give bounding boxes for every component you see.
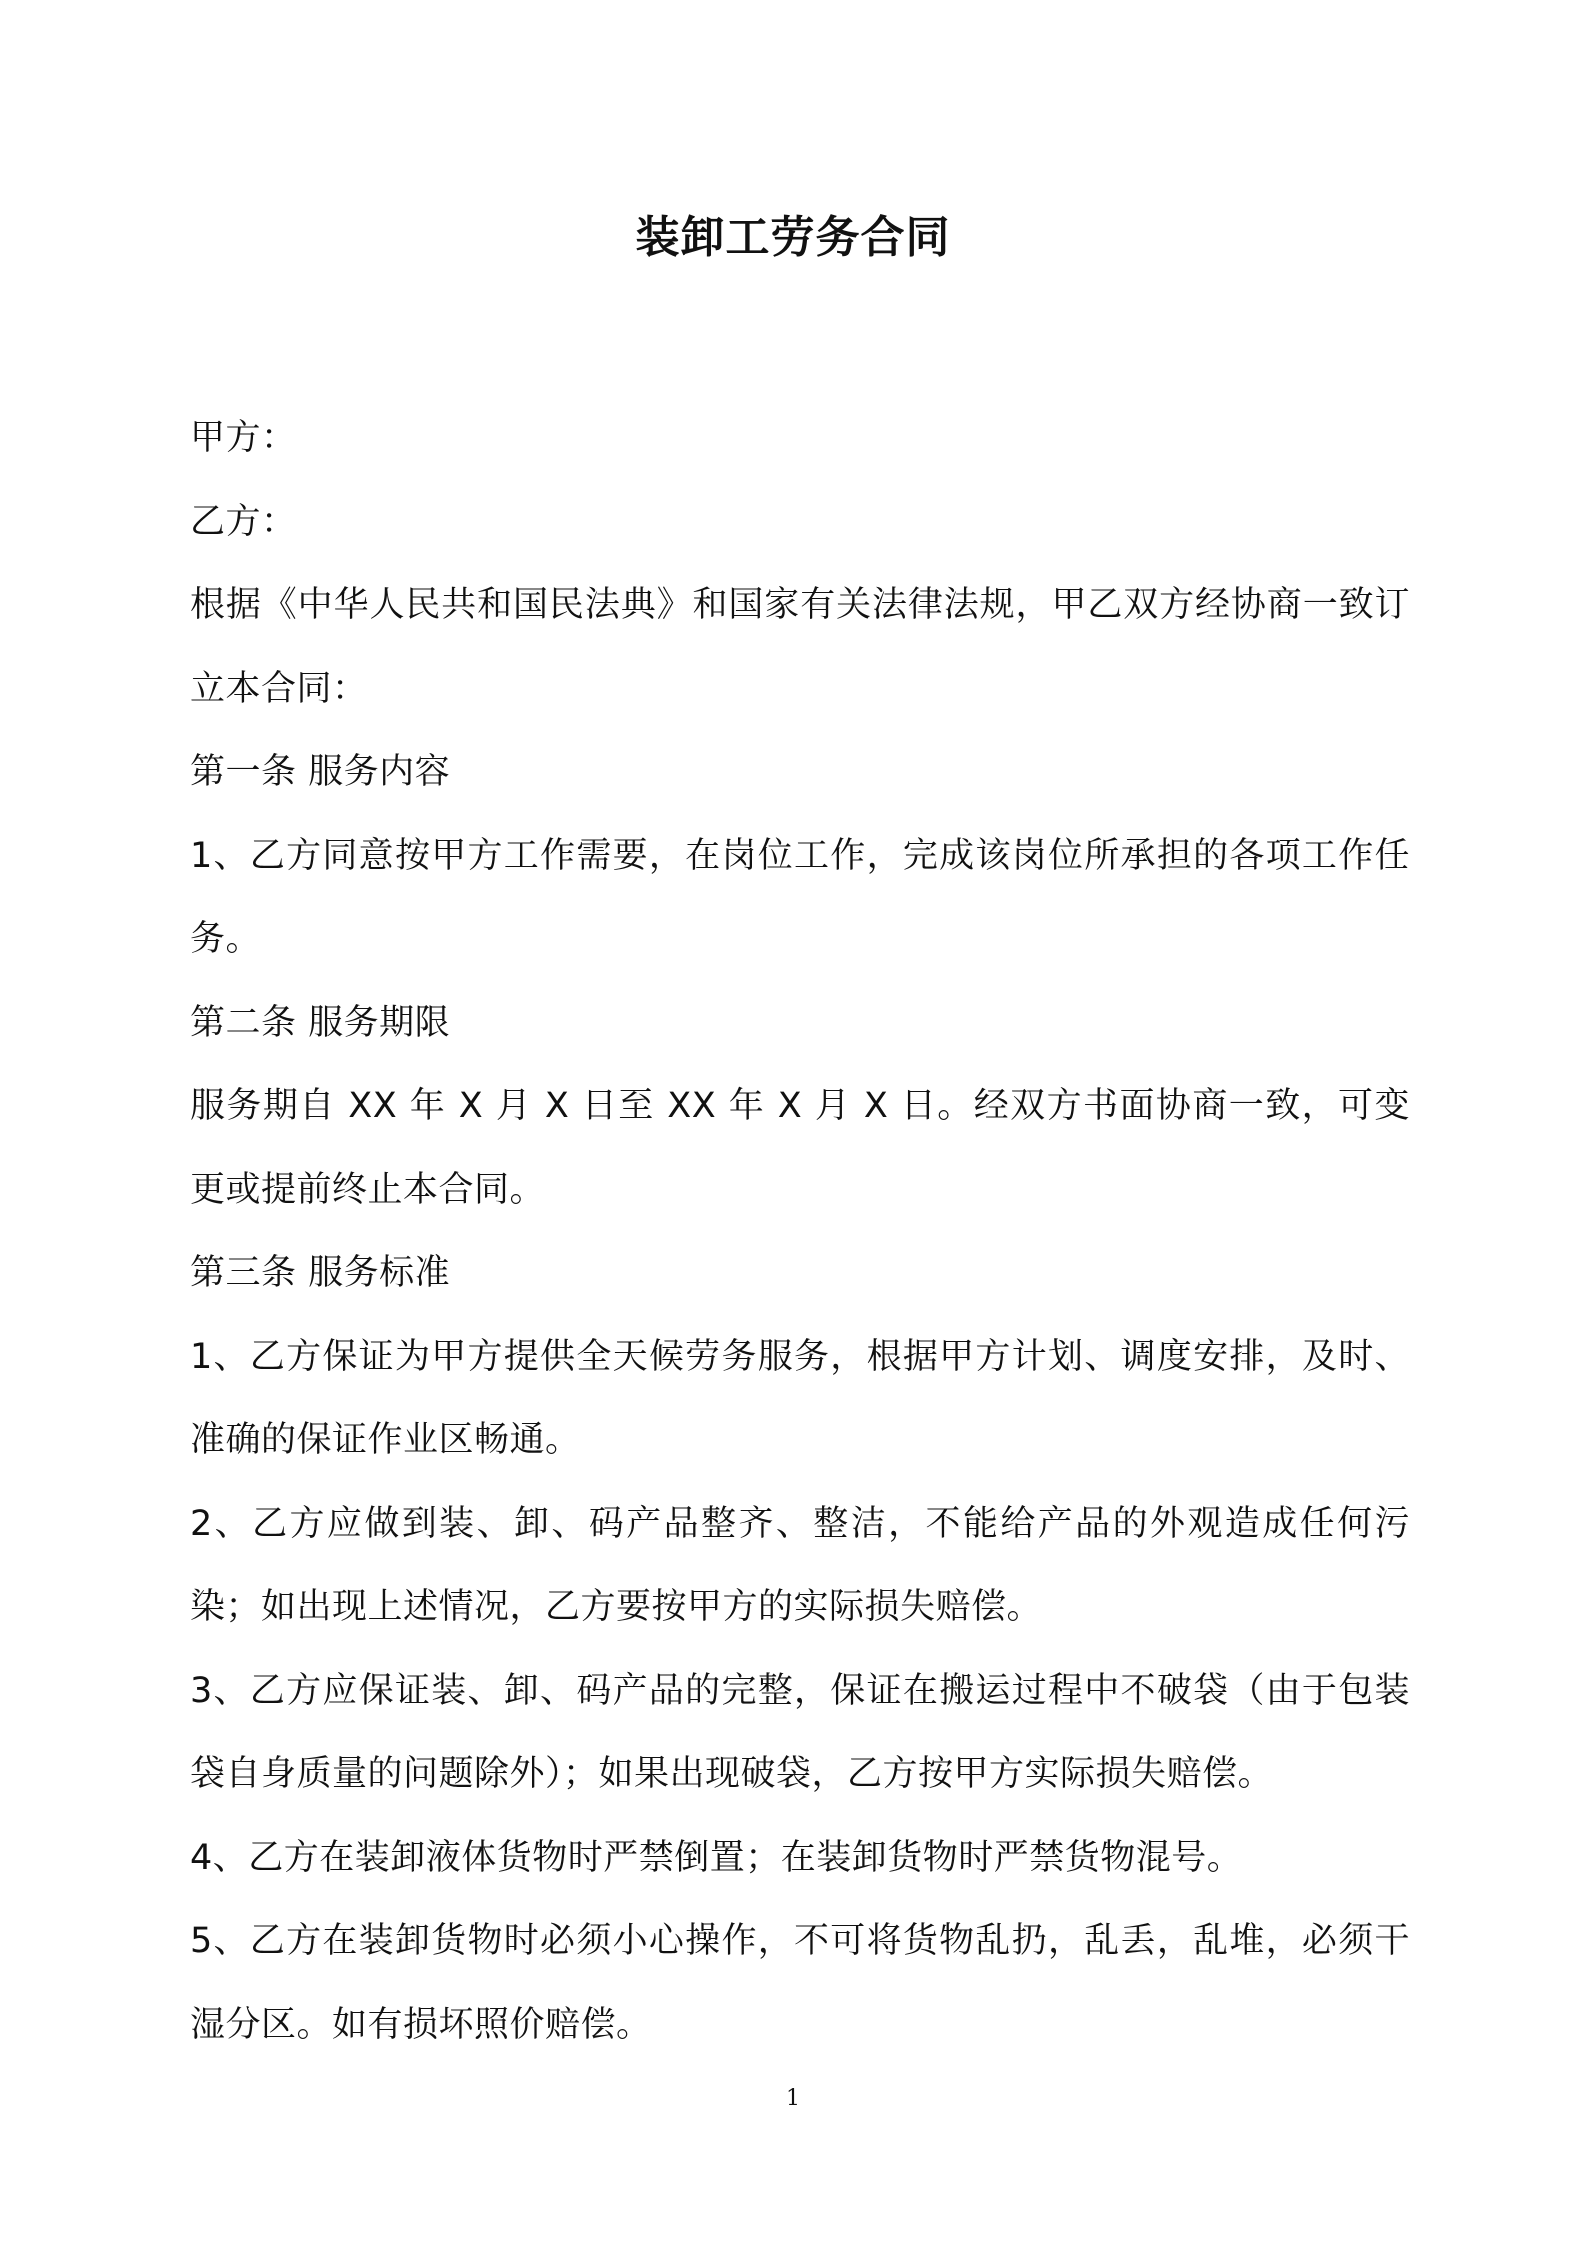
document-body [190,397,1410,2067]
party-b-line: 乙方： [190,501,297,542]
article-2-body: 服务期自 XX 年 X 月 X 日至 XX 年 X 月 X 日。经双方书面协商一致，可变更或提前终止本合同。 [190,1086,1410,1210]
article-3-clause-3: 3、乙方应保证装、卸、码产品的完整，保证在搬运过程中不破袋（由于包装袋自身质量的问题除外）；如果出现破袋，乙方按甲方实际损失赔偿。 [190,1670,1410,1794]
article-3-clause-4: 4、乙方在装卸液体货物时严禁倒置；在装卸货物时严禁货物混号。 [190,1837,1243,1878]
article-3-clause-1: 1、乙方保证为甲方提供全天候劳务服务，根据甲方计划、调度安排，及时、准确的保证作业区畅通。 [190,1336,1410,1460]
article-3-heading: 第三条 服务标准 [190,1253,451,1293]
article-3-clause-5: 5、乙方在装卸货物时必须小心操作，不可将货物乱扔，乱丢，乱堆，必须干湿分区。如有损坏照价赔偿。 [190,1921,1410,2045]
article-1-clause-1: 1、乙方同意按甲方工作需要，在岗位工作，完成该岗位所承担的各项工作任务。 [190,835,1410,959]
document-title: 装卸工劳务合同 [635,212,951,263]
party-a-line: 甲方： [190,418,297,458]
article-1-heading: 第一条 服务内容 [190,752,451,792]
page-number: 1 [786,2086,800,2111]
article-3-clause-2: 2、乙方应做到装、卸、码产品整齐、整洁，不能给产品的外观造成任何污染；如出现上述情况，乙方要按甲方的实际损失赔偿。 [190,1503,1410,1627]
preamble-paragraph: 根据《中华人民共和国民法典》和国家有关法律法规，甲乙双方经协商一致订立本合同： [190,585,1410,709]
article-2-heading: 第二条 服务期限 [190,1002,451,1043]
